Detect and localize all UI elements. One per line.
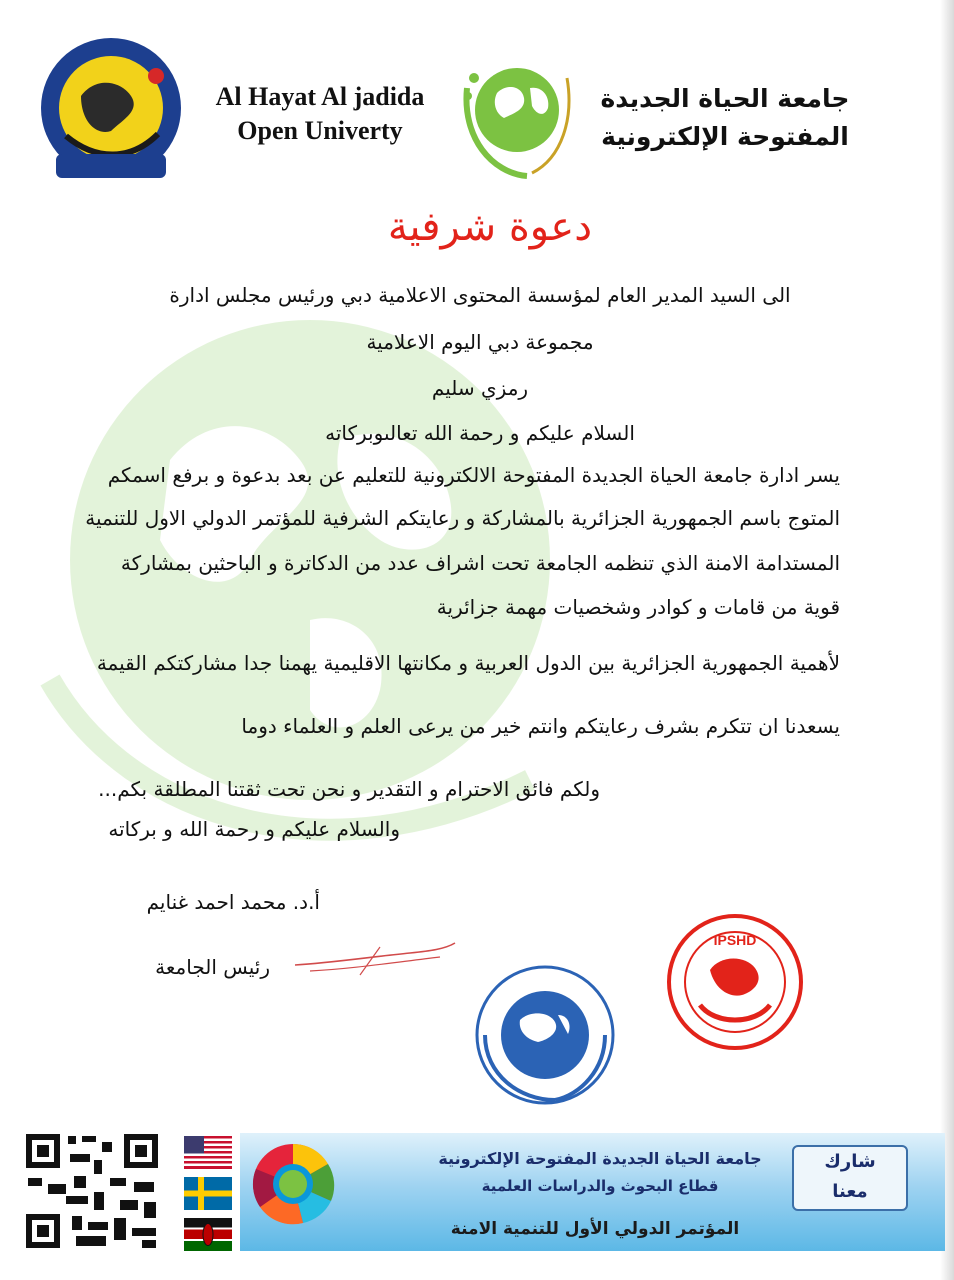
paragraph-3: يسعدنا ان تتكرم بشرف رعايتكم وانتم خير من يرعى العلم و العلماء دوما xyxy=(241,714,840,738)
paragraph-1-line-4: قوية من قامات و كوادر وشخصيات مهمة جزائرية xyxy=(436,595,840,619)
closing-line-2: والسلام عليكم و رحمة الله و بركاته xyxy=(108,817,400,841)
blue-globe-stamp-icon xyxy=(460,960,625,1110)
signatory-name: أ.د. محمد احمد غنايم xyxy=(146,890,320,914)
signatory-role: رئيس الجامعة xyxy=(155,955,270,979)
recipient-name: رمزي سليم xyxy=(431,376,529,400)
paragraph-2: لأهمية الجمهورية الجزائرية بين الدول العربية و مكانتها الاقليمية يهمنا جدا مشاركتكم القيمة xyxy=(96,651,840,675)
qr-code-icon xyxy=(24,1132,160,1250)
university-name-en xyxy=(190,80,450,148)
banner-sector-name: قطاع البحوث والدراسات العلمية xyxy=(481,1177,719,1195)
recipient-line-1: الى السيد المدير العام لمؤسسة المحتوى الاعلامية دبي ورئيس مجلس ادارة xyxy=(169,283,791,307)
university-name-ar xyxy=(600,80,850,156)
ipshd-stamp xyxy=(660,910,810,1055)
paragraph-1-line-1: يسر ادارة جامعة الحياة الجديدة المفتوحة الالكترونية للتعليم عن بعد بدعوة و برفع اسمكم xyxy=(107,463,840,487)
page-edge-shadow xyxy=(940,0,954,1280)
share-label-line2: معنا xyxy=(832,1181,868,1202)
sweden-flag-icon xyxy=(184,1177,232,1210)
al-hayat-globe-logo xyxy=(452,48,582,183)
handwritten-signature-icon xyxy=(290,935,460,985)
usa-flag-icon xyxy=(184,1136,232,1169)
closing-line-1: ولكم فائق الاحترام و التقدير و نحن تحت ثقتنا المطلقة بكم... xyxy=(98,777,600,801)
university-name-ar-line2: المفتوحة الإلكترونية xyxy=(601,122,849,151)
university-emblem-logo xyxy=(36,36,186,186)
banner-conference-name: المؤتمر الدولي الأول للتنمية الامنة xyxy=(450,1219,740,1239)
ipshd-label: IPSHD xyxy=(713,932,757,948)
university-name-en-line2: Open Univerty xyxy=(237,116,403,145)
kenya-flag-icon xyxy=(184,1218,232,1251)
greeting-line: السلام عليكم و رحمة الله تعالىوبركاته xyxy=(325,421,635,445)
sdg-wheel-icon xyxy=(248,1141,338,1227)
recipient-line-2: مجموعة دبي اليوم الاعلامية xyxy=(366,330,594,354)
paragraph-1-line-2: المتوج باسم الجمهورية الجزائرية بالمشاركة و رعايتكم الشرفية للمؤتمر الدولي الاول للتنمية xyxy=(85,506,840,530)
conference-banner xyxy=(240,1133,945,1251)
university-name-ar-line1: جامعة الحياة الجديدة xyxy=(600,84,850,113)
banner-university-name: جامعة الحياة الجديدة المفتوحة الإلكترونية xyxy=(438,1149,762,1168)
university-name-en-line1: Al Hayat Al jadida xyxy=(215,82,425,111)
share-label-line1: شارك xyxy=(824,1151,876,1172)
document-title: دعوة شرفية xyxy=(387,204,593,250)
share-with-us-button[interactable] xyxy=(792,1145,908,1211)
paragraph-1-line-3: المستدامة الامنة الذي تنظمه الجامعة تحت اشراف عدد من الدكاترة و الباحثين بمشاركة xyxy=(120,551,840,575)
